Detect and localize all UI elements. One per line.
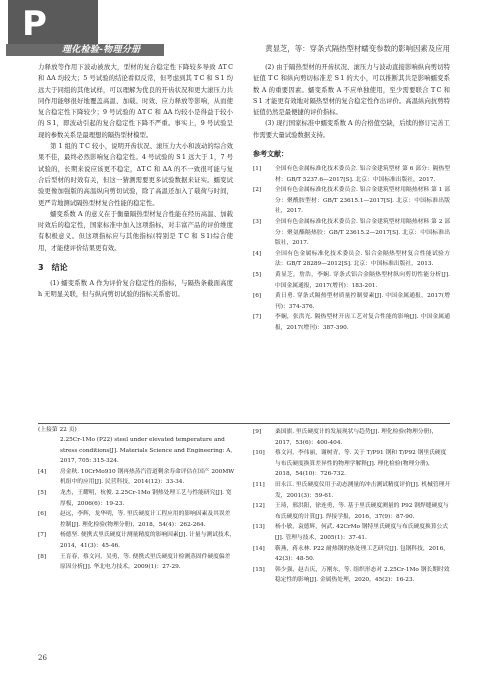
reference-text: 蔡文河，李伟丽，谢树青，等. 关于 T/P91 钢和 T/P92 钢里氏硬度与布氏硬度换算差异性的物理学解释[J]. 理化检验(物理分册)，2018，54(10)：726-732.: [275, 450, 447, 478]
body-paragraph: 第 1 组的 T C 较小，说明开齿状况、滚压力大小和波动的综合效果不佳，最终必然影响复合稳定性。4 号试验的 S 1 远大于 1，7 号试验的，长期来说应该更不稳定，ΔT C 和 ΔA 的不一致很可能与复合后型材的时效有关，但这一猜测需要更多试验数据来证实。蠕变试验更像加强版的高温纵向剪切试验，除了高温还加入了载荷与时间，更严苛地测试隔热型材复合性能的稳定性。: [38, 143, 233, 207]
reference-number: [3]: [253, 219, 262, 226]
reference-number: [14]: [253, 545, 265, 552]
reference-number: [7]: [38, 532, 47, 539]
reference-text: 靳燕，蒋永林. P22 耐热钢的热处理工艺研究[J]. 包钢科技，2016，42(3)：48-50.: [275, 545, 449, 563]
reference-number: [9]: [253, 429, 262, 435]
reference-number: [4]: [253, 250, 262, 257]
reference-text: 王育春，蔡文河，吴勇，等. 便携式里氏硬度计检测蒸固件硬度偏差原因分析[J]. 华北电力技术，2009(1)：27-29.: [60, 553, 231, 571]
references-heading: 参考文献：: [253, 150, 288, 159]
reference-item: [253, 164, 450, 185]
reference-item: [253, 480, 451, 501]
reference-item: [38, 467, 236, 488]
reference-item: [38, 435, 236, 467]
reference-number: [15]: [253, 566, 265, 573]
reference-text: 全国有色金属标准化技术委员会. 铝合金建筑型材用隔热材料 第 2 部分：聚氨酯隔热胶：GB/T 23615.2—2017[S]. 北京：中国标准出版社，2017.: [275, 219, 450, 247]
reference-number: [8]: [38, 553, 47, 560]
reference-item: [253, 501, 451, 522]
reference-text: 韩少强，赵吉庆，万刚东，等. 组织形态对 2.25Cr-1Mo 钢长期时效稳定性的影响[J]. 金属热处理，2020，45(2)：16-23.: [275, 566, 450, 584]
reference-number: [11]: [253, 481, 265, 488]
running-title: 黄显芝，等：穿条式隔热型材蠕变参数的影响因素及应用: [265, 44, 450, 53]
reference-text: 田永江. 里氏硬度仪用于动态测量的冲击测试精度评价[J]. 机械管理开发，2001(3)：59-61.: [275, 481, 451, 499]
reference-number: [2]: [253, 187, 262, 194]
reference-text: 王琦，邢洪阳，徐连勇，等. 基于里氏硬度测量的 P92 钢焊缝硬度与布氏硬度的计算[J]. 焊接学报，2016，37(9)：87-90.: [275, 503, 449, 520]
reference-list: [253, 164, 450, 334]
reference-text: 龙杰，王耀明，杭俊. 2.25Cr-1Mo 钢热处理工艺与性能研究[J]. 宽厚板，2006(6)：19-23.: [60, 489, 232, 507]
reference-item: [38, 552, 236, 573]
reference-number: [4]: [38, 468, 47, 475]
section-divider: [38, 423, 450, 424]
continuation-label: (上接第 22 页): [38, 427, 77, 433]
reference-item: [38, 509, 236, 530]
reference-item: [253, 270, 450, 291]
reference-text: 杨小敏，袁德辉，何武. 42CrMo 钢特里氏硬度与布氏硬度换算公式[J]. 管理与技术，2005(1)：37-41.: [275, 524, 449, 541]
section-heading: 3 结论: [38, 263, 68, 273]
journal-logo-mark: P: [22, 4, 47, 44]
reference-text: 赵远，李辉，龙华明，等. 里氏硬度计工程应用的影响因素及其误差控制[J]. 理化检验(物理分册)，2018，54(4)：262-264.: [60, 511, 231, 528]
reference-number: [10]: [253, 450, 265, 457]
reference-text: 2.25Cr-1Mo (P22) steel under elevated temperature and stress conditions[J]. Materials Science and Engineering: A, 2017, 705: 315-324.: [60, 437, 233, 465]
reference-number: [1]: [253, 166, 262, 173]
reference-text: 李娴，张洪光. 隔热型材开齿工艺对复合性能的影响[J]. 中国金属通报，2017(增刊)：387-390.: [275, 314, 450, 331]
reference-text: 黄日勇. 穿条式隔热型材质量控制要素[J]. 中国金属通报，2017(增刊)：374-376.: [275, 293, 450, 310]
reference-item: [253, 312, 450, 333]
conclusion-paragraph: (2) 由于隔热型材的开齿状况、滚压力与波动直接影响纵向剪切特征值 T C 和纵向剪切标准差 S 1 的大小，可以推断其共是影响蠕变系数 A 的重要因素。蠕变系数 A 不应单独使用，至少需要联合 T C 和 S 1 才能更有效地对隔热型材的复合稳定性作出评价。高温纵向抗剪特征值仍然是最便捷的评价指标。: [253, 64, 450, 117]
reference-text: 房金秋. 10CrMo910 钢再热蒸汽管道剩余寿命评估在国产 200MW 机组中的应用[J]. 民营科技，2014(12)：33-34.: [60, 468, 235, 486]
reference-text: 全国有色金属标准化技术委员会. 铝合金建筑型材 第 6 部分：隔热型材：GB/T 5237.6—2017[S]. 北京：中国标准出版社，2017.: [275, 166, 450, 183]
reference-item: [253, 565, 451, 586]
continued-reference-list-left: [38, 435, 236, 573]
reference-text: 全国有色金属标准化技术委员会. 铝合金建筑型材用隔热材料 第 1 部分：聚酰胺型材：GB/T 23615.1—2017[S]. 北京：中国标准出版社，2017.: [275, 187, 450, 215]
reference-item: [253, 448, 451, 480]
right-column: [253, 62, 450, 334]
reference-text: 黄显芝，詹浩，李娴. 穿条式铝合金隔热型材纵向剪切性能分析[J]. 中国金属通报，2017(增刊)：183-201.: [275, 272, 450, 289]
reference-number: [5]: [38, 489, 47, 496]
reference-number: [12]: [253, 503, 265, 510]
reference-item: [38, 488, 236, 509]
reference-item: [253, 522, 451, 543]
reference-text: 杨德坚. 便携式里氏硬度计测量精度的影响因素[J]. 计量与测试技术，2014，41(3)：45-46.: [60, 532, 236, 549]
reference-item: [253, 291, 450, 312]
body-paragraph: 蠕变系数 A 的意义在于衡量隔热型材复合性能在经历高温、加载时效后的稳定性，国家标准中加入这项指标，对丰富产品的评价维度有积极意义。但这项指标应与其他指标(特别是 T C 和 S 1)综合使用，才能使评价结果更有效。: [38, 210, 233, 252]
reference-number: [6]: [253, 293, 262, 300]
reference-item: [38, 530, 236, 551]
conclusion-paragraph: (3) 现行国家标准中蠕变系数 A 的合格值空缺，后续的修订完善工作需要大量试验数据支持。: [253, 120, 450, 139]
conclusion-paragraph: (1) 蠕变系数 A 作为评价复合稳定性的指标，与隔热条截面高度 h 无明显关联，但与纵向剪切试验的指标关系密切。: [38, 280, 233, 299]
continued-reference-list-right: [253, 427, 451, 586]
reference-item: [253, 544, 451, 565]
left-column: [38, 62, 233, 301]
reference-number: [38, 435, 60, 467]
reference-item: [253, 185, 450, 217]
reference-item: [253, 249, 450, 270]
reference-number: [7]: [253, 314, 262, 321]
page-number: 26: [38, 654, 47, 662]
reference-text: 全国有色金属标准化技术委员会. 铝合金隔热型材复合性能试验方法：GB/T 28289—2012[S]. 北京：中国标准出版社，2013.: [275, 250, 450, 268]
journal-name: 理化检验-物理分册: [62, 45, 141, 55]
reference-item: [253, 427, 451, 448]
reference-number: [6]: [38, 511, 47, 518]
body-paragraph: 力释放等作用下波动被放大，型材的复合稳定性下降较多导致 ΔT C 和 ΔA 均较大；5 号试验的结论看似反常，但考虑到其 T C 和 S 1 均远大于同组的其他试样，可以理解为优良的开齿状况和更大滚压力共同作用能够很好地覆盖高温、加载、时效、应力释放等影响，从而使复合稳定性下降较少；9 号试验的 ΔT C 和 ΔA 均较小是得益于较小的 S 1，即波动引起的复合稳定性下降不严重。事实上，9 号试验呈现的参数关系是最理想的隔热型材模型。: [38, 64, 233, 139]
reference-number: [5]: [253, 272, 262, 279]
reference-text: 桑国旗. 里氏硬度计的发展现状与趋势[J]. 理化检验(物理分册)，2017，53(6)：400-404.: [275, 429, 438, 446]
reference-item: [253, 217, 450, 249]
reference-number: [13]: [253, 524, 265, 531]
